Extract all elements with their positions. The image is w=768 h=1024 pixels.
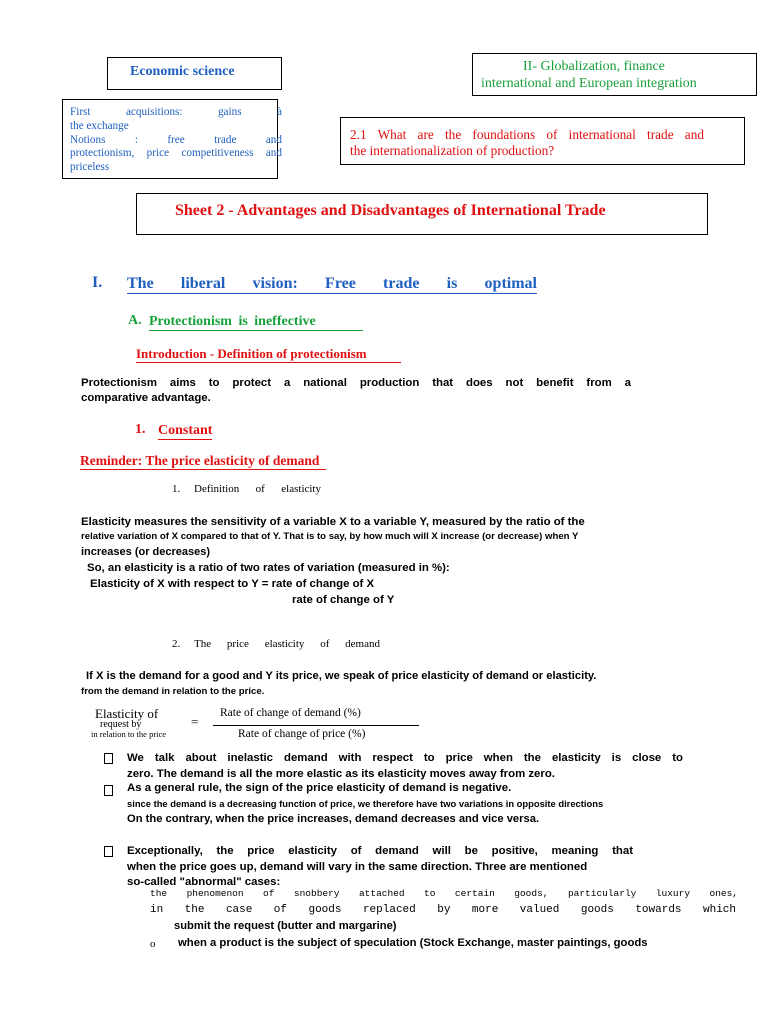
acquisitions-line-5: priceless: [70, 161, 110, 174]
ped-number: 2.: [172, 638, 181, 650]
formula-denominator: Rate of change of price (%): [238, 728, 366, 740]
case-2-line-1: in the case of goods replaced by more valued goods towards which: [150, 904, 736, 916]
formula-lhs-2: request by: [100, 719, 142, 730]
s1-title: Constant: [158, 423, 213, 438]
bullet-3-line-2: when the price goes up, demand will vary in the same direction. Three are mentioned: [127, 860, 588, 873]
acquisitions-line-4: protectionism, price competitiveness and: [70, 147, 282, 160]
case-3-marker: o: [150, 938, 156, 950]
formula-fraction-bar: [213, 725, 419, 726]
formula-lhs-1: Elasticity of: [95, 706, 159, 721]
intro-line-1: Protectionism aims to protect a national production that does not benefit from a: [81, 377, 631, 389]
formula-numerator: Rate of change of demand (%): [220, 707, 361, 719]
elas-line-5: Elasticity of X with respect to Y = rate of change of X: [90, 578, 375, 590]
part-number: I.: [92, 274, 103, 291]
theme-line-1: II- Globalization, finance: [523, 59, 665, 74]
question-box: [340, 117, 745, 165]
ped-title: The price elasticity of demand: [194, 638, 380, 650]
bullet-2-line-2: since the demand is a decreasing function of price, we therefore have two variations in opposite directions: [127, 798, 604, 809]
question-line-2: the internationalization of production?: [350, 143, 555, 158]
sheet-title: Sheet 2 - Advantages and Disadvantages of International Trade: [175, 202, 606, 219]
formula-lhs-3: in relation to the price: [91, 729, 167, 739]
def-title: Definition of elasticity: [194, 483, 321, 495]
elas-line-4: So, an elasticity is a ratio of two rates of variation (measured in %):: [87, 562, 450, 574]
bullet-1-line-1: We talk about inelastic demand with respect to price when the elasticity is close to: [127, 752, 683, 764]
acquisitions-box: [62, 99, 282, 179]
checkbox-bullet-icon: [104, 785, 113, 796]
acquisitions-line-3: Notions : free trade and: [70, 133, 282, 146]
section-a-letter: A.: [128, 313, 142, 328]
bullet-3-line-1: Exceptionally, the price elasticity of demand will be positive, meaning that: [127, 845, 633, 857]
bullet-1-line-2: zero. The demand is all the more elastic as its elasticity moves away from zero.: [127, 768, 555, 780]
bullet-2-line-1: As a general rule, the sign of the price elasticity of demand is negative.: [127, 782, 512, 794]
subject-label: Economic science: [130, 64, 235, 79]
sheet-title-box: [136, 193, 708, 235]
theme-box: [472, 53, 757, 96]
formula-equals: =: [191, 714, 199, 729]
case-1: the phenomenon of snobbery attached to certain goods, particularly luxury ones,: [150, 888, 738, 899]
elas-line-1: Elasticity measures the sensitivity of a variable X to a variable Y, measured by the ratio of the: [81, 516, 585, 528]
checkbox-bullet-icon: [104, 846, 113, 857]
bullet-2-line-3: On the contrary, when the price increases, demand decreases and vice versa.: [127, 813, 540, 825]
case-3-text: when a product is the subject of speculation (Stock Exchange, master paintings, goods: [178, 937, 648, 949]
theme-line-2: international and European integration: [481, 76, 697, 91]
bullet-1-text: [127, 750, 683, 782]
question-line-1: 2.1 What are the foundations of international trade and: [350, 127, 704, 142]
acquisitions-line-1: First acquisitions: gains à: [70, 106, 282, 118]
intro-line-2: comparative advantage.: [81, 392, 211, 404]
question-text: [350, 127, 704, 159]
def-number: 1.: [172, 483, 181, 495]
intro-paragraph: [81, 376, 631, 406]
elas-line-3: increases (or decreases): [81, 546, 211, 558]
reminder-heading: Reminder: The price elasticity of demand: [80, 453, 326, 470]
section-a-title: Protectionism is ineffective: [149, 313, 363, 331]
elas-line-2: relative variation of X compared to that of Y. That is to say, by how much will X increase (or decrease) when Y: [81, 531, 579, 542]
acquisitions-text: [70, 106, 282, 175]
intro-heading: Introduction - Definition of protectionism: [136, 346, 401, 363]
ped-line-1: If X is the demand for a good and Y its price, we speak of price elasticity of demand or elasticity.: [86, 670, 597, 682]
checkbox-bullet-icon: [104, 753, 113, 764]
case-2-line-2: submit the request (butter and margarine): [174, 920, 397, 932]
subject-box: [107, 57, 282, 90]
ped-line-2: from the demand in relation to the price.: [81, 686, 265, 697]
bullet-3-line-3: so-called "abnormal" cases:: [127, 876, 281, 888]
acquisitions-line-2: the exchange: [70, 119, 129, 132]
part-title: The liberal vision: Free trade is optimal: [127, 275, 537, 292]
bullet-3-text: [127, 844, 633, 891]
elas-line-6: rate of change of Y: [292, 594, 395, 606]
s1-number: 1.: [135, 422, 146, 437]
